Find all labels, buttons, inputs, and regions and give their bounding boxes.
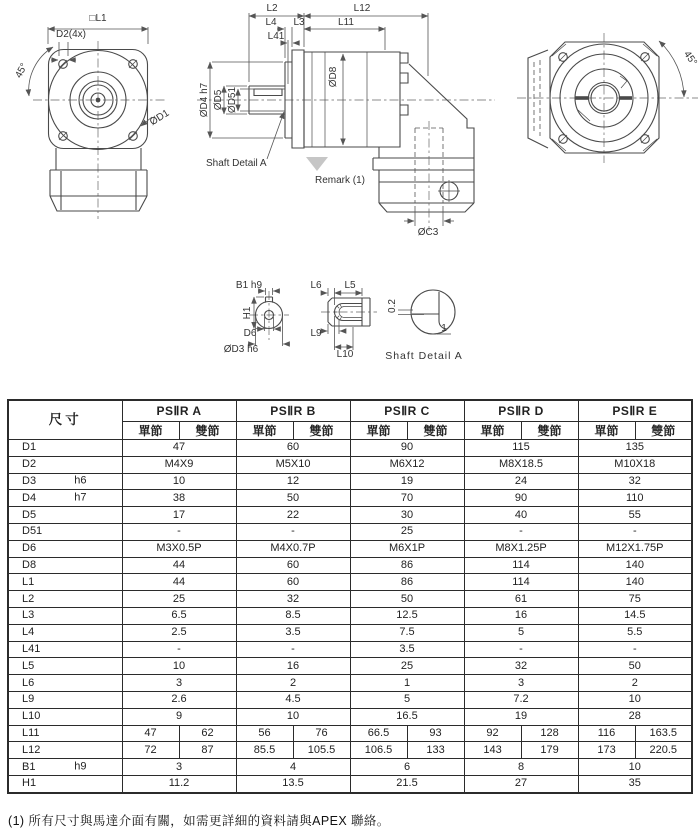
table-row [8, 591, 692, 608]
dim-label-l3: L3 [293, 17, 305, 28]
table-row [8, 708, 692, 725]
dim-label-d6: D6 [243, 328, 257, 339]
slot-dim-l10 [335, 316, 354, 360]
value-cell: M5X10 [236, 456, 350, 473]
value-cell: 6 [350, 759, 464, 776]
value-cell: 7.5 [350, 624, 464, 641]
value-cell: M8X1.25P [464, 540, 578, 557]
dim-label-l6: L6 [310, 280, 322, 291]
value-cell: - [236, 641, 350, 658]
value-cell: 3.5 [236, 624, 350, 641]
row-label-cell [8, 574, 122, 591]
value-cell: M3X0.5P [122, 540, 236, 557]
table-row [8, 456, 692, 473]
dim-label: L3 [22, 609, 35, 622]
column-group-header: PSⅡR A [122, 400, 236, 422]
value-cell: 140 [578, 557, 692, 574]
value-cell: 106.5 [350, 742, 407, 759]
front-dim-d2 [51, 29, 86, 60]
dim-label-02: 0.2 [387, 299, 398, 313]
value-cell: 70 [350, 490, 464, 507]
value-cell: 85.5 [236, 742, 293, 759]
dim-label-l9: L9 [310, 328, 322, 339]
value-cell: - [122, 523, 236, 540]
row-label-cell [8, 440, 122, 457]
value-cell: 40 [464, 507, 578, 524]
dim-label-d1: ØD1 [148, 107, 172, 128]
keyway-slot-detail [310, 280, 377, 360]
dim-label-45: 45° [13, 61, 31, 81]
subcolumn-header: 單節 [236, 422, 293, 440]
value-cell: 9 [122, 708, 236, 725]
side-dim-d8 [328, 54, 343, 145]
value-cell: 30 [350, 507, 464, 524]
front-centerlines [33, 41, 165, 219]
value-cell: 19 [464, 708, 578, 725]
subcolumn-header: 單節 [464, 422, 521, 440]
value-cell: 50 [350, 591, 464, 608]
value-cell: 16.5 [350, 708, 464, 725]
dim-tolerance: h6 [74, 474, 87, 487]
dim-label: L12 [22, 743, 41, 756]
table-row [8, 641, 692, 658]
dim-label-l41: L41 [267, 31, 285, 42]
row-label-cell [8, 725, 122, 742]
value-cell: 24 [464, 473, 578, 490]
value-cell: 4.5 [236, 691, 350, 708]
table-row [8, 607, 692, 624]
row-label-cell [8, 759, 122, 776]
value-cell: - [122, 641, 236, 658]
value-cell: 5 [464, 624, 578, 641]
dim-label-d8: ØD8 [328, 66, 339, 88]
value-cell: 2.5 [122, 624, 236, 641]
value-cell: 25 [350, 658, 464, 675]
value-cell: 2 [578, 675, 692, 692]
row-label-cell [8, 624, 122, 641]
dim-tolerance: h7 [74, 491, 87, 504]
row-label-cell [8, 607, 122, 624]
value-cell: 4 [236, 759, 350, 776]
value-cell: 16 [464, 607, 578, 624]
dim-label-d3: ØD3 h6 [223, 344, 259, 355]
row-label-cell [8, 641, 122, 658]
value-cell: 55 [578, 507, 692, 524]
side-flange-body [285, 50, 400, 148]
table-row [8, 725, 692, 742]
shaft-detail-callout-label: Shaft Detail A [206, 158, 267, 169]
value-cell: 3 [122, 675, 236, 692]
value-cell: 116 [578, 725, 635, 742]
rear-dim-45 [659, 41, 699, 97]
value-cell: 38 [122, 490, 236, 507]
dim-label: D6 [22, 542, 37, 555]
value-cell: 11.2 [122, 775, 236, 792]
front-housing-base [50, 148, 147, 211]
dim-label: L4 [22, 626, 35, 639]
row-label-cell [8, 675, 122, 692]
value-cell: 92 [464, 725, 521, 742]
value-cell: 5 [350, 691, 464, 708]
side-view-drawing [197, 3, 495, 238]
side-shaft-detail-callout [206, 112, 284, 169]
dimension-table [7, 399, 693, 794]
value-cell: 61 [464, 591, 578, 608]
rear-side-sliver [528, 50, 548, 148]
value-cell: 13.5 [236, 775, 350, 792]
table-row [8, 540, 692, 557]
column-group-header: PSⅡR E [578, 400, 692, 422]
table-row [8, 624, 692, 641]
value-cell: 173 [578, 742, 635, 759]
value-cell: 60 [236, 557, 350, 574]
value-cell: 8.5 [236, 607, 350, 624]
value-cell: 133 [407, 742, 464, 759]
side-remark-marker [306, 157, 365, 186]
value-cell: M6X1P [350, 540, 464, 557]
value-cell: 47 [122, 725, 179, 742]
value-cell: - [578, 641, 692, 658]
value-cell: 21.5 [350, 775, 464, 792]
value-cell: 50 [578, 658, 692, 675]
dim-label-d4: ØD4 h7 [199, 82, 210, 118]
value-cell: - [578, 523, 692, 540]
value-cell: 10 [122, 473, 236, 490]
value-cell: 86 [350, 557, 464, 574]
row-label-cell [8, 540, 122, 557]
dim-label-1: 1 [441, 323, 447, 334]
footnote: (1) 所有尺寸與馬達介面有關，如需更詳細的資料請與APEX 聯絡。 [8, 814, 390, 828]
section-dim-h1 [242, 297, 267, 329]
slot-dim-l6-l5 [310, 280, 362, 305]
table-row [8, 440, 692, 457]
value-cell: - [464, 523, 578, 540]
dim-label: D8 [22, 558, 37, 571]
section-dim-b1 [236, 280, 280, 295]
dim-label: L9 [22, 693, 35, 706]
value-cell: 3 [122, 759, 236, 776]
value-cell: 163.5 [635, 725, 692, 742]
value-cell: 86 [350, 574, 464, 591]
dim-label: L5 [22, 659, 35, 672]
dim-label-h1: H1 [242, 306, 253, 320]
row-label-cell [8, 775, 122, 792]
value-cell: 72 [122, 742, 179, 759]
value-cell: 2 [236, 675, 350, 692]
dim-label: L6 [22, 676, 35, 689]
row-label-cell [8, 691, 122, 708]
front-dim-d1 [141, 108, 172, 128]
value-cell: M4X0.7P [236, 540, 350, 557]
row-label-cell [8, 742, 122, 759]
dim-label: L11 [22, 726, 40, 739]
value-cell: 87 [179, 742, 236, 759]
value-cell: 47 [122, 440, 236, 457]
value-cell: 220.5 [635, 742, 692, 759]
value-cell: 28 [578, 708, 692, 725]
value-cell: 22 [236, 507, 350, 524]
table-row [8, 473, 692, 490]
dimension-table-section [7, 399, 693, 794]
dim-label-l5: L5 [344, 280, 356, 291]
value-cell: 60 [236, 440, 350, 457]
value-cell: 27 [464, 775, 578, 792]
value-cell: 115 [464, 440, 578, 457]
shaft-section-detail [224, 280, 290, 355]
shaft-detail-caption: Shaft Detail A [385, 350, 463, 362]
value-cell: 25 [350, 523, 464, 540]
row-label-cell [8, 507, 122, 524]
value-cell: 19 [350, 473, 464, 490]
value-cell: 140 [578, 574, 692, 591]
dim-label: D2 [22, 458, 37, 471]
value-cell: 1 [350, 675, 464, 692]
value-cell: 3 [464, 675, 578, 692]
front-dim-45 [13, 47, 53, 96]
row-label-cell [8, 708, 122, 725]
value-cell: 14.5 [578, 607, 692, 624]
value-cell: 6.5 [122, 607, 236, 624]
value-cell: 3.5 [350, 641, 464, 658]
value-cell: 60 [236, 574, 350, 591]
dim-label: L10 [22, 710, 41, 723]
value-cell: 62 [179, 725, 236, 742]
shaft-detail-a [385, 290, 463, 362]
dim-label-l1: □L1 [89, 13, 107, 24]
value-cell: 10 [236, 708, 350, 725]
row-label-cell [8, 658, 122, 675]
table-row [8, 759, 692, 776]
remark-label: Remark (1) [314, 175, 366, 186]
value-cell: 105.5 [293, 742, 350, 759]
value-cell: 50 [236, 490, 350, 507]
table-corner-header: 尺寸 [8, 400, 122, 440]
column-group-header: PSⅡR C [350, 400, 464, 422]
subcolumn-header: 雙節 [635, 422, 692, 440]
value-cell: 7.2 [464, 691, 578, 708]
row-label-cell [8, 473, 122, 490]
table-row [8, 507, 692, 524]
table-row [8, 574, 692, 591]
dim-label: B1 [22, 760, 36, 773]
subcolumn-header: 雙節 [293, 422, 350, 440]
value-cell: 76 [293, 725, 350, 742]
side-connector-tabs [400, 53, 408, 115]
value-cell: 32 [578, 473, 692, 490]
subcolumn-header: 單節 [122, 422, 179, 440]
value-cell: 179 [521, 742, 578, 759]
dim-label-l12: L12 [353, 3, 371, 14]
detail-dim-02 [387, 299, 424, 315]
column-group-header: PSⅡR B [236, 400, 350, 422]
dim-label-rear-45: 45° [681, 49, 699, 68]
value-cell: 93 [407, 725, 464, 742]
rear-view-drawing [517, 33, 699, 163]
dim-label-b1: B1 h9 [235, 280, 263, 291]
table-row [8, 675, 692, 692]
value-cell: 10 [122, 658, 236, 675]
subcolumn-header: 單節 [578, 422, 635, 440]
dim-label-d5: ØD5 [213, 89, 224, 111]
row-label-cell [8, 591, 122, 608]
value-cell: 114 [464, 557, 578, 574]
table-row [8, 490, 692, 507]
value-cell: 75 [578, 591, 692, 608]
value-cell: M10X18 [578, 456, 692, 473]
dim-tolerance: h9 [74, 760, 87, 773]
dim-label-l2: L2 [266, 3, 278, 14]
value-cell: 56 [236, 725, 293, 742]
table-row [8, 775, 692, 792]
value-cell: 135 [578, 440, 692, 457]
value-cell: 32 [464, 658, 578, 675]
value-cell: M4X9 [122, 456, 236, 473]
value-cell: 12.5 [350, 607, 464, 624]
value-cell: 32 [236, 591, 350, 608]
value-cell: - [236, 523, 350, 540]
front-view-drawing [13, 13, 171, 219]
value-cell: 66.5 [350, 725, 407, 742]
value-cell: 16 [236, 658, 350, 675]
value-cell: 44 [122, 574, 236, 591]
dim-label: L2 [22, 592, 35, 605]
row-label-cell [8, 490, 122, 507]
dim-label: D51 [22, 525, 43, 538]
dim-label: D4 [22, 491, 37, 504]
row-label-cell [8, 557, 122, 574]
dim-label: H1 [22, 777, 37, 790]
row-label-cell [8, 523, 122, 540]
table-row [8, 742, 692, 759]
value-cell: 25 [122, 591, 236, 608]
value-cell: - [464, 641, 578, 658]
subcolumn-header: 雙節 [407, 422, 464, 440]
subcolumn-header: 雙節 [179, 422, 236, 440]
value-cell: 90 [464, 490, 578, 507]
dim-label-l4: L4 [265, 17, 277, 28]
table-row [8, 557, 692, 574]
value-cell: 5.5 [578, 624, 692, 641]
dim-label-l11: L11 [338, 17, 354, 28]
dim-label-l10: L10 [336, 349, 354, 360]
detail-dim-1 [437, 323, 451, 334]
subcolumn-header: 單節 [350, 422, 407, 440]
value-cell: 110 [578, 490, 692, 507]
value-cell: M12X1.75P [578, 540, 692, 557]
value-cell: 10 [578, 691, 692, 708]
table-row [8, 658, 692, 675]
subcolumn-header: 雙節 [521, 422, 578, 440]
dim-label: L41 [22, 642, 41, 655]
value-cell: 114 [464, 574, 578, 591]
value-cell: 8 [464, 759, 578, 776]
value-cell: 128 [521, 725, 578, 742]
dim-label: D1 [22, 441, 37, 454]
value-cell: 17 [122, 507, 236, 524]
dim-label: L1 [22, 575, 35, 588]
dim-label-d51: ØD51 [227, 86, 238, 114]
value-cell: 143 [464, 742, 521, 759]
dim-label-c3: ØC3 [417, 227, 439, 238]
value-cell: 12 [236, 473, 350, 490]
column-group-header: PSⅡR D [464, 400, 578, 422]
value-cell: 2.6 [122, 691, 236, 708]
remark-triangle-icon [306, 157, 328, 171]
row-label-cell [8, 456, 122, 473]
value-cell: 10 [578, 759, 692, 776]
value-cell: M6X12 [350, 456, 464, 473]
value-cell: 35 [578, 775, 692, 792]
table-row [8, 691, 692, 708]
value-cell: M8X18.5 [464, 456, 578, 473]
value-cell: 90 [350, 440, 464, 457]
dim-label: D3 [22, 474, 37, 487]
table-row [8, 523, 692, 540]
dim-label-d2: D2(4x) [55, 29, 87, 40]
dim-label: D5 [22, 508, 37, 521]
value-cell: 44 [122, 557, 236, 574]
rear-centerlines [517, 33, 698, 163]
technical-drawings [0, 0, 700, 398]
